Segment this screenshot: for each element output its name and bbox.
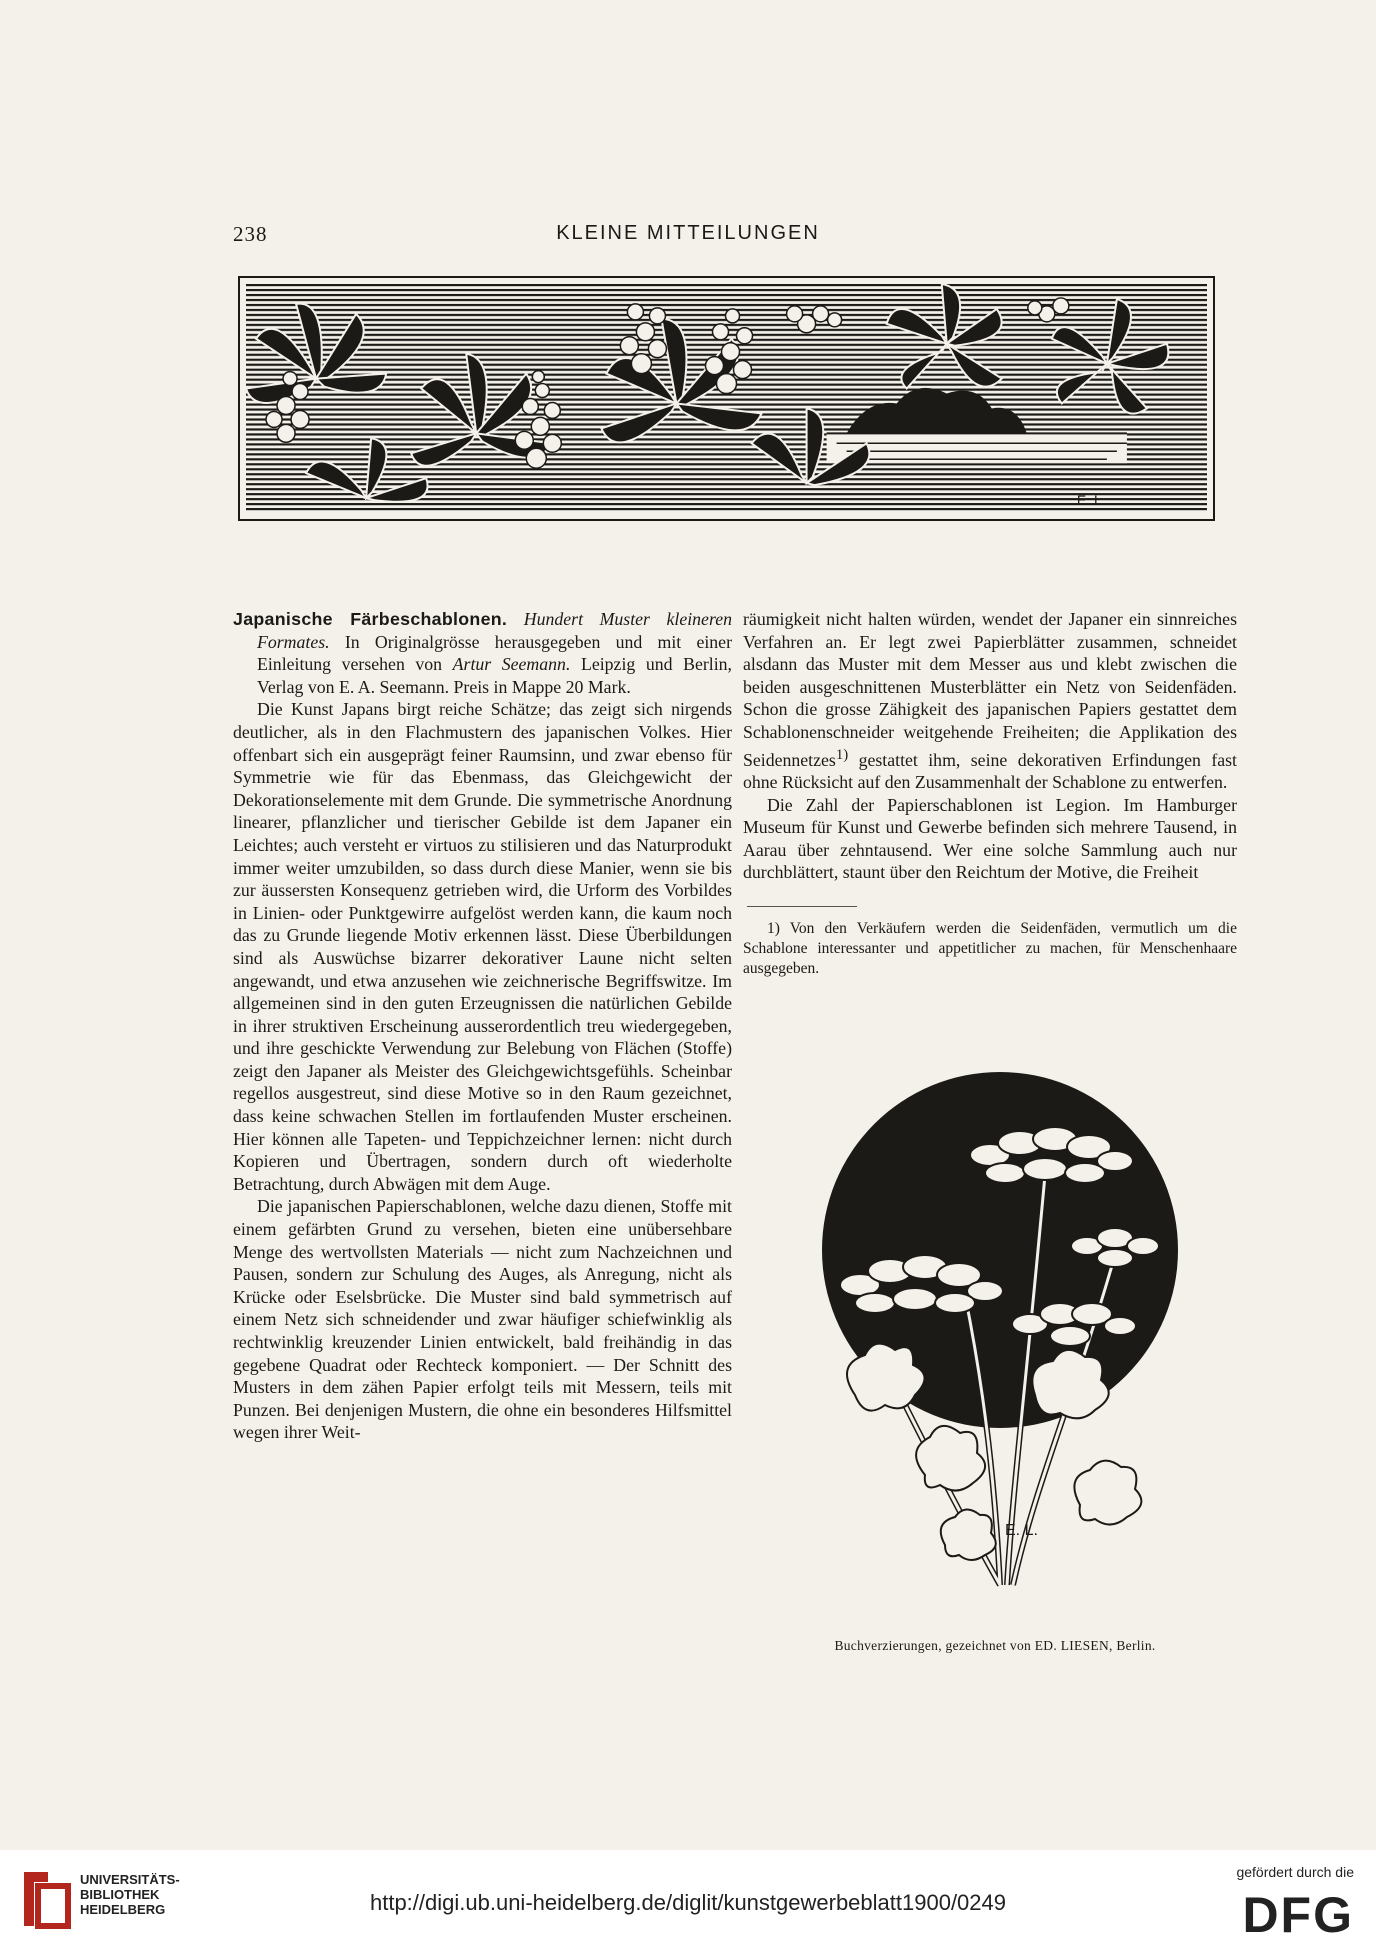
article-heading	[233, 608, 732, 698]
vignette-monogram: E. L.	[1005, 1522, 1038, 1539]
library-line-3: HEIDELBERG	[80, 1902, 166, 1917]
library-line-2: BIBLIOTHEK	[80, 1887, 160, 1902]
right-column	[743, 608, 1237, 979]
heading-text-1: In Originalgrösse herausgegeben und mit einer Einleitung versehen von	[257, 631, 732, 675]
library-line-1: UNIVERSITÄTS-	[80, 1872, 180, 1887]
umbellifer-artwork	[795, 1065, 1210, 1625]
heading-italic-2: Artur Seemann.	[452, 654, 571, 675]
dfg-logo[interactable]: DFG	[1242, 1887, 1354, 1943]
footnote-rule	[747, 906, 857, 907]
footnote: 1) Von den Verkäufern werden die Seidenfäden, vermutlich um die Schablone interessanter und appetitlicher zu machen, für Menschenhaare ausgegeben.	[743, 920, 1237, 978]
paragraph-3a: räumigkeit nicht halten würden, wendet der Japaner ein sinnreiches Verfahren an. Er legt zwei Papierblätter zusammen, schneidet alsdann das Muster mit dem Messer aus und klebt zwischen die beiden ausgeschnittenen Musterblätter ein Netz von Seidenfäden. Schon die grosse Zähigkeit des japanischen Papiers gestattet dem Schablonenschneider weitgehende Freiheiten; die Applikation des Seidennetzes	[743, 609, 1237, 770]
article-title: Japanische Färbeschablonen.	[233, 609, 508, 629]
heading-italic-1: Hundert Muster kleineren Formates.	[257, 609, 732, 652]
left-column	[233, 608, 732, 1444]
flower-vignette	[795, 1065, 1210, 1625]
banner-illustration	[238, 276, 1215, 521]
banner-monogram: E. L.	[1076, 492, 1106, 509]
paragraph-2: Die japanischen Papierschablonen, welche dazu dienen, Stoffe mit einem gefärbten Grund zu versehen, bieten eine unübersehbare Menge des wertvollsten Materials — nicht zum Nachzeichnen und Pausen, sondern zur Schulung des Auges, als Anregung, nicht als Krücke oder Eselsbrücke. Die Muster sind bald symmetrisch auf einem Netz sich schneidender und zwar häufiger schiefwinklig als rechtwinklig kreuzender Linien entwickelt, bald freihändig in das gegebene Quadrat oder Rechteck komponiert. — Der Schnitt des Musters in dem zähen Papier erfolgt teils mit Messern, teils mit Punzen. Bei denjenigen Mustern, die ohne ein besonderes Hilfsmittel wegen ihrer Weit-	[233, 1196, 732, 1443]
paragraph-3b: gestattet ihm, seine dekorativen Erfindungen fast ohne Rücksicht auf den Zusammenhalt der Schablone zu entwerfen.	[743, 749, 1237, 793]
source-url-link[interactable]: http://digi.ub.uni-heidelberg.de/diglit/kunstgewerbeblatt1900/0249	[369, 1890, 1006, 1915]
paragraph-1: Die Kunst Japans birgt reiche Schätze; das zeigt sich nirgends deutlicher, als in den Flachmustern des japanischen Volkes. Hier offenbart sich ein ausgeprägt feiner Raumsinn, und zwar ebenso für Symmetrie wie für das Ebenmass, das Gleichgewicht der Dekorationselemente mit dem Grunde. Die symmetrische Anordnung linearer, pflanzlicher und tierischer Gebilde ist dem Japaner ein Leichtes; auch versteht er virtuos zu stilisieren und das Naturprodukt immer weiter umzubilden, so dass durch diese Manier, wenn sie bis zur äussersten Konsequenz getrieben wird, die Urform des Vorbildes in Linien- oder Punktgewirre aufgelöst werden kann, die kaum noch das zu Grunde liegende Motiv erkennen lässt. Diese Überbildungen sind als Auswüchse bizarrer dekorativer Laune nicht selten angewandt, und etwa anzusehen wie zeichnerische Begriffswitze. Im allgemeinen sind in den guten Erzeugnissen die natürlichen Gebilde in ihrer struktiven Erscheinung ausserordentlich treu wiedergegeben, und ihre geschickte Verwendung zur Belebung von Flächen (Stoffe) zeigt den Japaner als Meister des Gleichgewichtsgefühls. Scheinbar regellos ausgestreut, sind diese Motive so in den Raum gezeichnet, dass keine schwachen Stellen im fortlaufenden Muster erscheinen. Hier können alle Tapeten- und Teppichzeichner lernen: nicht durch Kopieren und Übertragen, sondern durch oft wiederholte Betrachtung, durch Abwägen mit dem Auge.	[233, 699, 732, 1194]
heading-text-2: Leipzig und Berlin, Verlag von E. A. Seemann. Preis in Mappe 20 Mark.	[257, 654, 732, 697]
paragraph-4: Die Zahl der Papierschablonen ist Legion. Im Hamburger Museum für Kunst und Gewerbe befinden sich mehrere Tausend, in Aarau über zehntausend. Wer eine solche Sammlung auch nur durchblättert, staunt über den Reichtum der Motive, die Freiheit	[743, 794, 1237, 883]
figure-caption: Buchverzierungen, gezeichnet von ED. LIESEN, Berlin.	[834, 1638, 1156, 1653]
sponsor-label: gefördert durch die	[1236, 1864, 1354, 1880]
footnote-marker: 1)	[835, 746, 849, 763]
paragraph-3	[743, 608, 1237, 794]
running-title: KLEINE MITTEILUNGEN	[556, 222, 820, 244]
page-number: 238	[233, 222, 268, 246]
chestnut-banner-artwork	[246, 284, 1207, 513]
